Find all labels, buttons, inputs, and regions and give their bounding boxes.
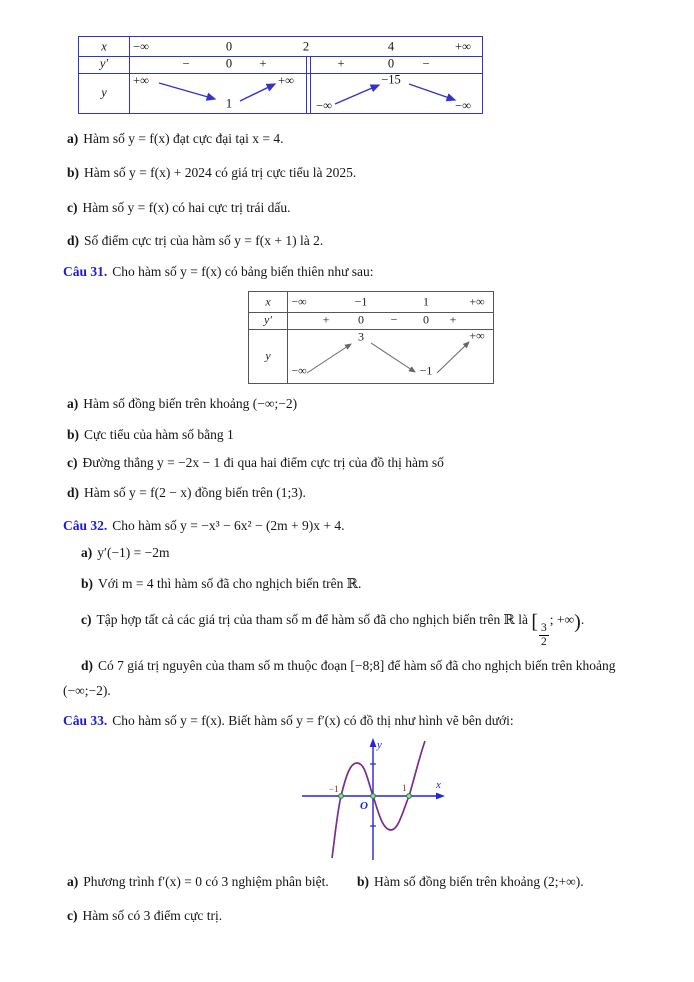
q30-item-b <box>67 165 356 182</box>
close-bracket: ) <box>574 611 581 633</box>
item-text: Phương trình f′(x) = 0 có 3 nghiệm phân biệt. <box>83 874 329 889</box>
q31-item-c <box>67 455 444 472</box>
item-text: Cực tiểu của hàm số bằng 1 <box>84 427 234 442</box>
x-value: +∞ <box>469 294 485 309</box>
x-axis-arrowhead <box>436 793 445 800</box>
y-max-value: 3 <box>358 329 364 344</box>
x-value: 2 <box>302 39 310 54</box>
decrease-arrow <box>159 83 215 99</box>
y-prime-sign: 0 <box>423 312 429 327</box>
decrease-arrow <box>409 84 455 100</box>
row-label-y: y <box>265 348 271 363</box>
x-value: −∞ <box>291 294 307 309</box>
fraction-numerator: 3 <box>541 622 547 634</box>
item-text: Hàm số đồng biến trên khoảng (−∞;−2) <box>83 396 298 411</box>
item-label: c) <box>67 908 78 923</box>
item-label: a) <box>67 874 79 889</box>
item-text: Có 7 giá trị nguyên của tham số m thuộc đoạn [−8;8] để hàm số đã cho nghịch biến trên khoảng <box>98 658 616 673</box>
increase-arrow <box>240 84 275 101</box>
y-max-value: −15 <box>381 72 401 87</box>
x-axis-label: x <box>436 779 441 791</box>
x-intercept-dot <box>371 794 376 799</box>
item-label: a) <box>81 545 93 560</box>
question-stem-text: Cho hàm số y = f(x) có bảng biến thiên như sau: <box>112 264 374 279</box>
item-label: d) <box>81 658 94 673</box>
q32-item-c <box>81 610 584 649</box>
x-value: 0 <box>225 39 233 54</box>
item-label: d) <box>67 233 80 248</box>
y-prime-sign: 0 <box>387 56 395 71</box>
y-prime-sign: + <box>337 56 345 71</box>
increase-arrow <box>437 342 469 373</box>
x-value: −1 <box>354 294 368 309</box>
y-limit: −∞ <box>316 98 332 113</box>
question-number: Câu 31. <box>63 264 108 279</box>
item-label: c) <box>67 200 78 215</box>
item-text: y′(−1) = −2m <box>97 545 170 560</box>
fraction-denominator: 2 <box>541 636 547 649</box>
item-text: Hàm số y = f(x) + 2024 có giá trị cực tiểu là 2025. <box>84 165 357 180</box>
y-prime-sign: 0 <box>225 56 233 71</box>
item-label: d) <box>67 485 80 500</box>
y-limit: +∞ <box>469 328 485 343</box>
x-value: 4 <box>387 39 395 54</box>
x-intercept-dot <box>339 794 344 799</box>
row-label-y: y <box>101 85 107 100</box>
q32-item-d-line1 <box>81 658 616 675</box>
y-limit: −∞ <box>455 98 471 113</box>
item-text: Hàm số y = f(x) có hai cực trị trái dấu. <box>82 200 291 215</box>
item-label: b) <box>357 874 370 889</box>
y-prime-sign: + <box>322 312 330 327</box>
x-value: 1 <box>423 294 429 309</box>
q31-item-b <box>67 427 234 444</box>
q30-item-a <box>67 131 284 148</box>
row-label-x: x <box>265 294 271 309</box>
variation-table-1 <box>78 36 483 114</box>
q31-item-d <box>67 485 306 502</box>
item-label: b) <box>81 576 94 591</box>
f-prime-curve <box>332 741 425 858</box>
y-axis-arrowhead <box>370 738 377 747</box>
fraction <box>539 622 549 649</box>
left-intercept-label: −1 <box>329 784 339 794</box>
y-prime-sign: 0 <box>358 312 364 327</box>
variation-arrows <box>79 73 482 113</box>
y-min-value: −1 <box>419 363 433 378</box>
q31-stem <box>63 264 374 281</box>
period: . <box>580 612 585 627</box>
right-intercept-label: 1 <box>402 783 407 793</box>
decrease-arrow <box>371 343 415 372</box>
x-value: +∞ <box>455 39 471 54</box>
variation-arrows <box>249 329 493 383</box>
row-label-yprime: y′ <box>264 312 272 327</box>
q33-item-b <box>357 874 584 891</box>
question-number: Câu 32. <box>63 518 108 533</box>
q32-item-a <box>81 545 170 562</box>
y-limit: +∞ <box>133 73 149 88</box>
item-text: Với m = 4 thì hàm số đã cho nghịch biến trên ℝ. <box>98 576 362 591</box>
y-prime-sign: − <box>182 56 190 71</box>
question-number: Câu 33. <box>63 713 108 728</box>
item-label: b) <box>67 427 80 442</box>
item-label: a) <box>67 131 79 146</box>
y-min-value: 1 <box>225 96 233 111</box>
q31-item-a <box>67 396 297 413</box>
q32-item-b <box>81 576 361 593</box>
q30-item-d <box>67 233 323 250</box>
item-text: Hàm số y = f(x) đạt cực đại tại x = 4. <box>83 131 284 146</box>
item-text: (−∞;−2). <box>63 683 111 698</box>
item-text: Hàm số đồng biến trên khoảng (2;+∞). <box>374 874 584 889</box>
origin-label: O <box>360 800 368 812</box>
x-intercept-dot <box>407 794 412 799</box>
y-prime-sign: + <box>259 56 267 71</box>
item-text: Hàm số có 3 điểm cực trị. <box>82 908 223 923</box>
question-stem-text: Cho hàm số y = −x³ − 6x² − (2m + 9)x + 4. <box>112 518 345 533</box>
interval-tail: ; +∞ <box>549 612 575 627</box>
item-text: Tập hợp tất cả các giá trị của tham số m để hàm số đã cho nghịch biến trên ℝ là <box>96 612 528 627</box>
item-text: Số điểm cực trị của hàm số y = f(x + 1) là 2. <box>84 233 324 248</box>
y-prime-sign: + <box>449 312 457 327</box>
q32-item-d-line2 <box>63 683 111 700</box>
y-limit: −∞ <box>291 363 307 378</box>
y-prime-sign: − <box>390 312 398 327</box>
increase-arrow <box>335 85 379 104</box>
row-label-yprime: y′ <box>99 56 109 71</box>
y-axis-label: y <box>377 739 382 751</box>
q33-item-a <box>67 874 329 891</box>
question-stem-text: Cho hàm số y = f(x). Biết hàm số y = f′(x) có đồ thị như hình vẽ bên dưới: <box>112 713 514 728</box>
q32-stem <box>63 518 345 535</box>
item-text: Đường thẳng y = −2x − 1 đi qua hai điểm cực trị của đồ thị hàm số <box>82 455 444 470</box>
y-prime-sign: − <box>422 56 430 71</box>
item-label: a) <box>67 396 79 411</box>
open-bracket: [ <box>531 611 539 633</box>
q33-item-c <box>67 908 222 925</box>
q30-item-c <box>67 200 290 217</box>
increase-arrow <box>307 344 351 373</box>
variation-table-2 <box>248 291 494 384</box>
item-text: Hàm số y = f(2 − x) đồng biến trên (1;3). <box>84 485 306 500</box>
item-label: c) <box>81 612 92 627</box>
item-label: b) <box>67 165 80 180</box>
row-label-x: x <box>101 39 107 54</box>
x-value: −∞ <box>133 39 149 54</box>
y-limit: +∞ <box>278 73 294 88</box>
q33-stem <box>63 713 514 730</box>
derivative-graph <box>298 736 448 864</box>
item-label: c) <box>67 455 78 470</box>
